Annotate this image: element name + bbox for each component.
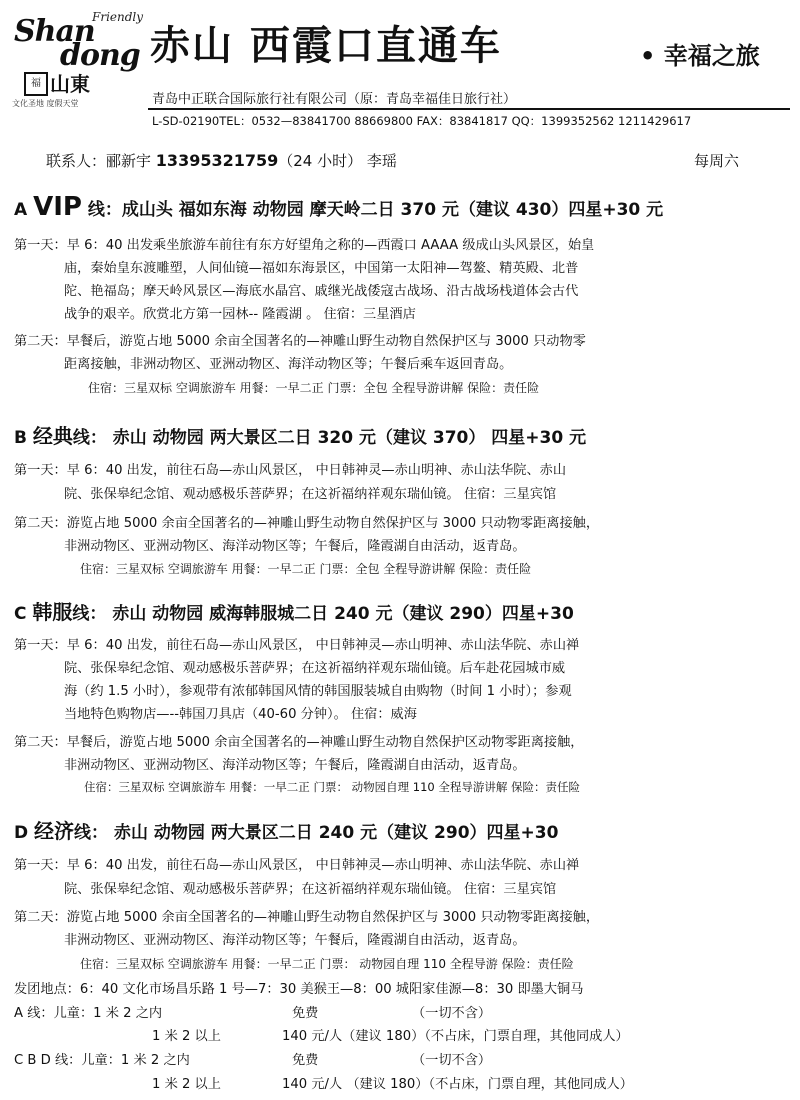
route-title-text: 线：成山头 福如东海 动物园 摩天岭二日 370 元（建议 430）四星+30 元: [81, 200, 664, 220]
a-child-free: 免费: [292, 1006, 319, 1021]
logo-friendly: Friendly: [92, 10, 144, 24]
route-letter: C: [14, 604, 27, 624]
route-c-line: 海（约 1.5 小时），参观带有浓郁韩国风情的韩国服装城自由购物（时间 1 小时）；参观: [64, 684, 572, 699]
company-name: 青岛中正联合国际旅行社有限公司（原：青岛幸福佳日旅行社）: [152, 92, 517, 107]
cbd-child-free-note: （一切不含）: [412, 1053, 492, 1068]
logo-seal-icon: 福: [24, 72, 48, 96]
route-b-line: 院、张保皋纪念馆、观动感极乐菩萨界；在这祈福纳祥观东瑞仙镜。 住宿：三星宾馆: [64, 487, 557, 502]
page-title: 赤山 西霞口直通车: [150, 22, 502, 69]
a-child-free-note: （一切不含）: [412, 1006, 492, 1021]
route-d-line: 第二天：游览占地 5000 余亩全国著名的—神雕山野生动物自然保护区与 3000 只动物零距离接触，: [14, 910, 600, 925]
route-name: 经典: [32, 424, 73, 448]
schedule-weekly: 每周六: [694, 152, 740, 170]
route-c-line: 非洲动物区、亚洲动物区、海洋动物区等；午餐后，隆霞湖自由活动，返青岛。: [64, 758, 526, 773]
logo-shan: Shan: [14, 14, 95, 49]
page-subtitle: • 幸福之旅: [640, 42, 760, 70]
route-a-line: 陀、艳福岛；摩天岭风景区—海底水晶宫、戚继光战倭寇古战场、沿古战场栈道体会古代: [64, 284, 579, 299]
route-d-info: 住宿：三星双标 空调旅游车 用餐：一早二正 门票： 动物园自理 110 全程导游 保险：责任险: [80, 957, 574, 971]
route-b-line: 第二天：游览占地 5000 余亩全国著名的—神雕山野生动物自然保护区与 3000 只动物零距离接触，: [14, 516, 600, 531]
route-letter: B: [14, 428, 27, 448]
route-c-title: [14, 596, 574, 625]
logo-chinese: 山東: [50, 72, 90, 96]
cbd-child-label: C B D 线：儿童：1 米 2 之内: [14, 1053, 190, 1068]
route-name: 经济: [34, 819, 75, 843]
cbd-child-price: 140 元/人 （建议 180）（不占床，门票自理，其他同成人）: [282, 1077, 633, 1092]
cbd-child-over: 1 米 2 以上: [152, 1077, 221, 1092]
route-b-line: 第一天：早 6：40 出发，前往石岛—赤山风景区， 中日韩神灵—赤山明神、赤山法华院、赤山: [14, 463, 567, 478]
logo-dong: dong: [60, 38, 140, 73]
logo-slogan: 文化圣地 度假天堂: [12, 99, 79, 108]
route-name: VIP: [33, 192, 82, 222]
route-a-line: 庙，秦始皇东渡雕塑，人间仙镜—福如东海景区，中国第一太阳神—驾鳌、精英殿、北普: [64, 261, 579, 276]
contacts-suffix: （24 小时） 李瑶: [278, 152, 397, 170]
route-d-line: 院、张保皋纪念馆、观动感极乐菩萨界；在这祈福纳祥观东瑞仙镜。 住宿：三星宾馆: [64, 882, 557, 897]
departure-locations: 发团地点：6：40 文化市场昌乐路 1 号—7：30 美猴王—8：00 城阳家佳源—8：30 即墨大铜马: [14, 982, 584, 997]
route-c-line: 第一天：早 6：40 出发，前往石岛—赤山风景区， 中日韩神灵—赤山明神、赤山法华院、赤山禅: [14, 638, 580, 653]
route-a-line: 第一天：早 6：40 出发乘坐旅游车前往有东方好望角之称的—西霞口 AAAA 级成山头风景区，始皇: [14, 238, 595, 253]
route-a-info: 住宿：三星双标 空调旅游车 用餐：一早二正 门票：全包 全程导游讲解 保险：责任险: [88, 381, 540, 395]
contact-line: L-SD-02190TEL：0532—83841700 88669800 FAX：83841817 QQ：1399352562 1211429617: [152, 114, 692, 128]
route-c-line: 第二天：早餐后，游览占地 5000 余亩全国著名的—神雕山野生动物自然保护区动物零距离接触，: [14, 735, 584, 750]
contact-phone: 13395321759: [155, 151, 279, 170]
route-title-text: 线： 赤山 动物园 威海韩服城二日 240 元（建议 290）四星+30: [72, 604, 574, 624]
route-d-title: [14, 815, 558, 844]
header-divider: [148, 108, 790, 110]
route-a-title: [14, 192, 663, 222]
cbd-child-free: 免费: [292, 1053, 319, 1068]
route-title-text: 线： 赤山 动物园 两大景区二日 320 元（建议 370） 四星+30 元: [72, 428, 587, 448]
route-letter: D: [14, 823, 29, 843]
route-b-info: 住宿：三星双标 空调旅游车 用餐：一早二正 门票：全包 全程导游讲解 保险：责任险: [80, 562, 532, 576]
route-c-info: 住宿：三星双标 空调旅游车 用餐：一早二正 门票： 动物园自理 110 全程导游讲解 保险：责任险: [84, 780, 581, 794]
a-child-label: A 线：儿童：1 米 2 之内: [14, 1006, 163, 1021]
route-a-line: 战争的艰辛。欣赏北方第一园林-- 隆霞湖 。 住宿：三星酒店: [64, 307, 416, 322]
route-a-line: 第二天：早餐后，游览占地 5000 余亩全国著名的—神雕山野生动物自然保护区与 3000 只动物零: [14, 334, 586, 349]
route-c-line: 院、张保皋纪念馆、观动感极乐菩萨界；在这祈福纳祥观东瑞仙镜。后车赴花园城市威: [64, 661, 566, 676]
route-c-line: 当地特色购物店—--韩国刀具店（40-60 分钟）。 住宿：威海: [64, 707, 417, 722]
route-d-line: 第一天：早 6：40 出发，前往石岛—赤山风景区， 中日韩神灵—赤山明神、赤山法华院、赤山禅: [14, 858, 580, 873]
route-b-line: 非洲动物区、亚洲动物区、海洋动物区等；午餐后，隆霞湖自由活动，返青岛。: [64, 539, 526, 554]
route-title-text: 线： 赤山 动物园 两大景区二日 240 元（建议 290）四星+30: [74, 823, 559, 843]
route-letter: A: [14, 200, 28, 220]
route-d-line: 非洲动物区、亚洲动物区、海洋动物区等；午餐后，隆霞湖自由活动，返青岛。: [64, 933, 526, 948]
route-b-title: [14, 420, 586, 449]
a-child-price: 140 元/人（建议 180）（不占床，门票自理，其他同成人）: [282, 1029, 629, 1044]
contacts-prefix: 联系人：郦新宇: [46, 152, 152, 170]
route-a-line: 距离接触，非洲动物区、亚洲动物区、海洋动物区等；午餐后乘车返回青岛。: [64, 357, 513, 372]
contacts: [46, 150, 397, 171]
a-child-over: 1 米 2 以上: [152, 1029, 221, 1044]
route-name: 韩服: [32, 600, 73, 624]
